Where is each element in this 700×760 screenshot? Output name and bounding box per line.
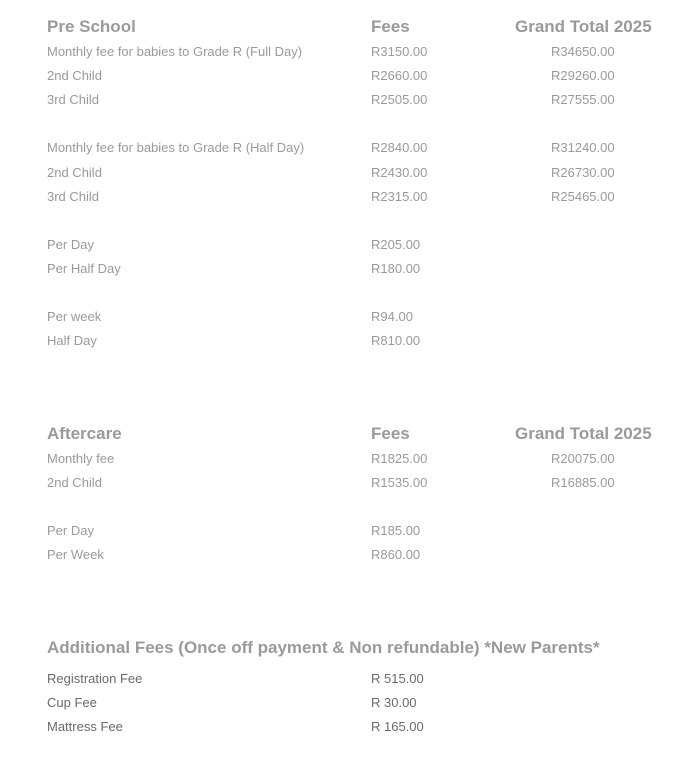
row-total: R16885.00 [551, 475, 615, 490]
row-fee: R2660.00 [371, 68, 428, 83]
row-total: R27555.00 [551, 92, 615, 107]
row-total: R31240.00 [551, 140, 615, 155]
row-fee: R185.00 [371, 523, 421, 538]
aftercare-fees-header: Fees [371, 424, 410, 443]
row-fee: R 515.00 [371, 671, 424, 686]
row-fee: R860.00 [371, 547, 421, 562]
row-label: Per Half Day [47, 261, 121, 276]
row-label: Per Day [47, 523, 94, 538]
row-fee: R 165.00 [371, 719, 424, 734]
table-row [0, 189, 700, 209]
row-total: R34650.00 [551, 44, 615, 59]
row-fee: R2505.00 [371, 92, 428, 107]
aftercare-title: Aftercare [47, 424, 122, 443]
row-label: Half Day [47, 333, 97, 348]
row-label: Cup Fee [47, 695, 97, 710]
row-label: 2nd Child [47, 68, 102, 83]
row-total: R29260.00 [551, 68, 615, 83]
table-row [0, 165, 700, 185]
table-row [0, 475, 700, 495]
row-fee: R 30.00 [371, 695, 417, 710]
table-row [0, 671, 700, 691]
table-row [0, 92, 700, 112]
row-fee: R2840.00 [371, 140, 428, 155]
table-row [0, 68, 700, 88]
row-label: Mattress Fee [47, 719, 123, 734]
aftercare-total-header: Grand Total 2025 [515, 424, 652, 443]
row-label: Registration Fee [47, 671, 143, 686]
table-row [0, 333, 700, 353]
row-label: 2nd Child [47, 475, 102, 490]
preschool-header [0, 17, 700, 39]
preschool-fees-header: Fees [371, 17, 410, 36]
row-label: Monthly fee [47, 451, 115, 466]
row-label: 3rd Child [47, 92, 100, 107]
row-fee: R810.00 [371, 333, 421, 348]
row-fee: R2430.00 [371, 165, 428, 180]
row-label: 3rd Child [47, 189, 100, 204]
row-label: Per week [47, 309, 102, 324]
table-row [0, 547, 700, 567]
aftercare-header [0, 424, 700, 446]
table-row [0, 261, 700, 281]
preschool-title: Pre School [47, 17, 136, 36]
row-label: Per Week [47, 547, 104, 562]
table-row [0, 451, 700, 471]
row-fee: R180.00 [371, 261, 421, 276]
table-row [0, 140, 700, 160]
row-fee: R1535.00 [371, 475, 428, 490]
row-fee: R1825.00 [371, 451, 428, 466]
table-row [0, 695, 700, 715]
table-row [0, 719, 700, 739]
row-label: Monthly fee for babies to Grade R (Full Day) [47, 44, 303, 59]
row-total: R20075.00 [551, 451, 615, 466]
table-row [0, 309, 700, 329]
row-fee: R3150.00 [371, 44, 428, 59]
table-row [0, 237, 700, 257]
row-label: Per Day [47, 237, 94, 252]
additional-fees-title: Additional Fees (Once off payment & Non refundable) *New Parents* [47, 638, 600, 657]
table-row [0, 523, 700, 543]
row-fee: R94.00 [371, 309, 413, 324]
row-total: R26730.00 [551, 165, 615, 180]
row-total: R25465.00 [551, 189, 615, 204]
row-label: 2nd Child [47, 165, 102, 180]
table-row [0, 44, 700, 64]
preschool-total-header: Grand Total 2025 [515, 17, 652, 36]
row-fee: R2315.00 [371, 189, 428, 204]
row-fee: R205.00 [371, 237, 421, 252]
row-label: Monthly fee for babies to Grade R (Half Day) [47, 140, 305, 155]
